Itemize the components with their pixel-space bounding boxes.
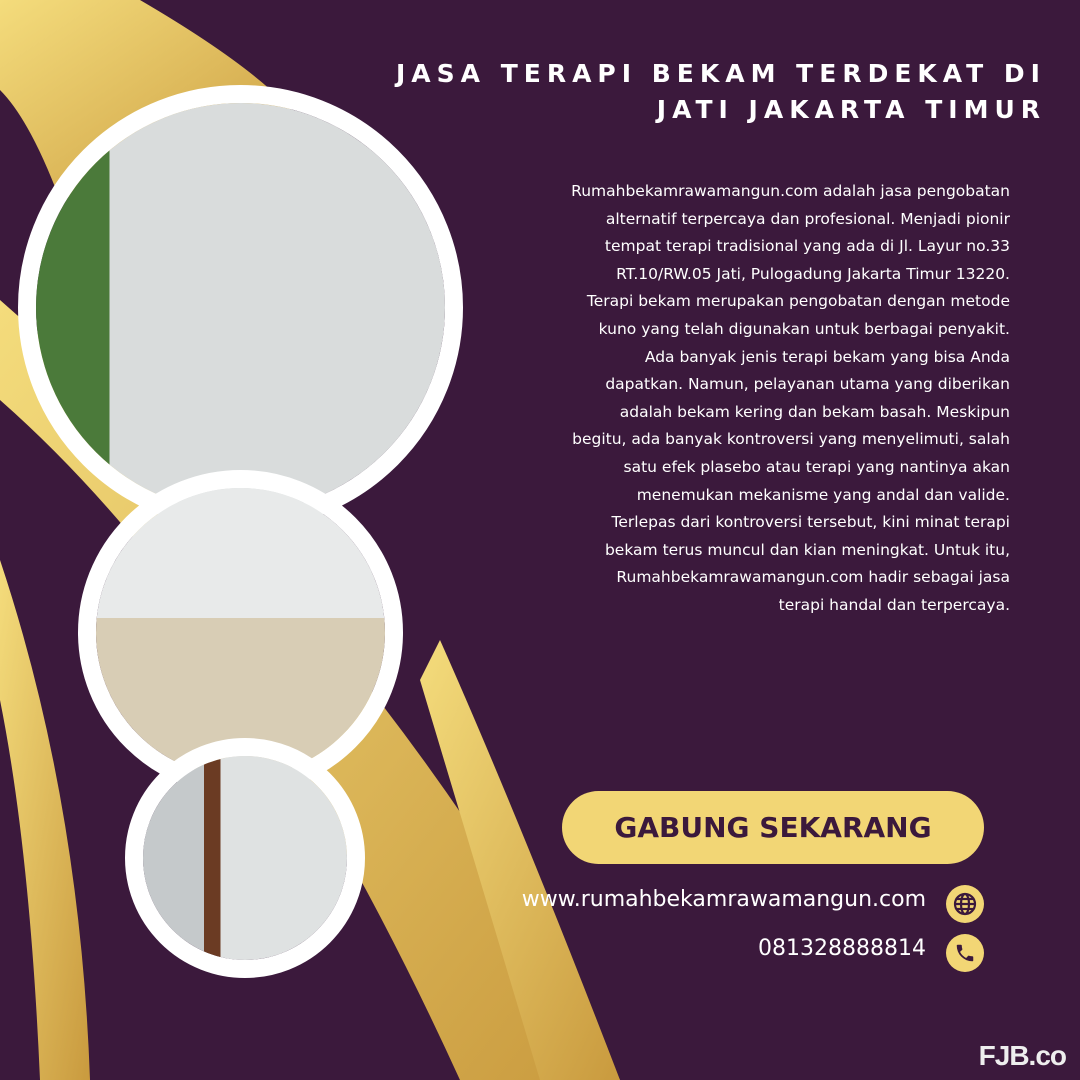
website-link[interactable]: www.rumahbekamrawamangun.com — [521, 887, 926, 912]
ribbon-left-edge — [0, 560, 90, 1080]
phone-number[interactable]: 081328888814 — [758, 936, 926, 961]
phone-icon — [946, 934, 984, 972]
photo-room — [125, 738, 365, 978]
page-title — [396, 56, 1046, 128]
globe-icon — [946, 885, 984, 923]
fjb-logo: FJB.co — [978, 1040, 1066, 1071]
description — [570, 178, 1010, 620]
paragraph-2: Terapi bekam merupakan pengobatan dengan metode kuno yang telah digunakan untuk berbagai penyakit. Ada banyak jenis terapi bekam yang bisa Anda dapatkan. Namun, pelayanan utama yang diberikan adalah bekam kering dan bekam basah. Meskipun begitu, ada banyak kontroversi yang menyelimuti, salah satu efek plasebo atau terapi yang nantinya akan menemukan mekanisme yang andal dan valide. Terlepas dari kontroversi tersebut, kini minat terapi bekam terus muncul dan kian meningkat. Untuk itu, Rumahbekamrawamangun.com hadir sebagai jasa terapi handal dan terpercaya. — [572, 292, 1010, 614]
join-now-button[interactable]: GABUNG SEKARANG — [562, 791, 984, 864]
photo-office — [18, 85, 463, 530]
title-line-1: JASA TERAPI BEKAM TERDEKAT DI — [395, 59, 1046, 88]
paragraph-1: Rumahbekamrawamangun.com adalah jasa pengobatan alternatif terpercaya dan profesional. Menjadi pionir tempat terapi tradisional yang ada di Jl. Layur no.33 RT.10/RW.05 Jati, Pulogadung Jakarta Timur 13220. — [571, 182, 1010, 283]
title-line-2: JATI JAKARTA TIMUR — [656, 95, 1046, 124]
